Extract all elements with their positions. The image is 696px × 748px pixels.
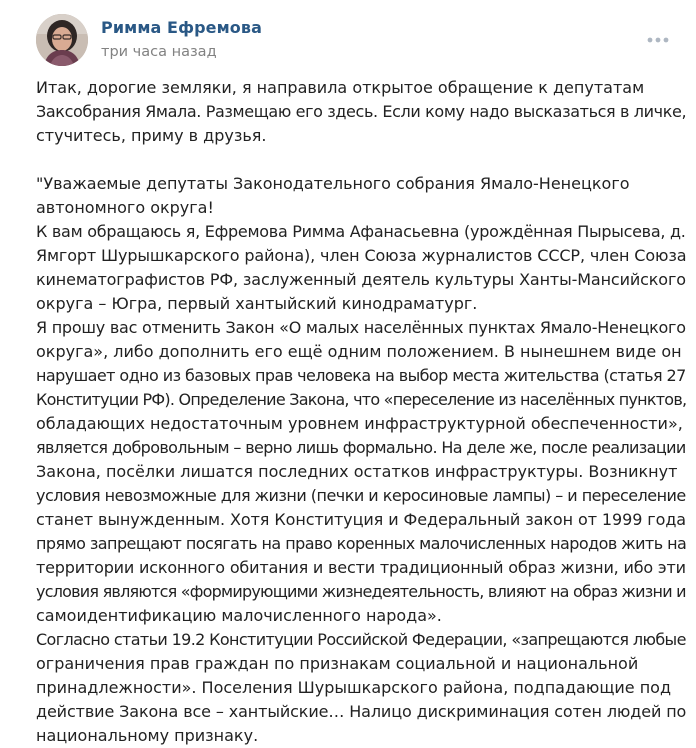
- post-line: кинематографистов РФ, заслуженный деятель культуры Ханты-Мансийского: [36, 270, 686, 289]
- post-line: К вам обращаюсь я, Ефремова Римма Афанасьевна (урождённая Пырысева, д.: [36, 222, 686, 241]
- author-name[interactable]: Римма Ефремова: [101, 18, 262, 37]
- post-line: обладающих недостаточным уровнем инфраструктурной обеспеченности»,: [36, 414, 683, 433]
- post-line: станет вынужденным. Хотя Конституция и Федеральный закон от 1999 года: [36, 510, 687, 529]
- post-line: Заксобрания Ямала. Размещаю его здесь. Если кому надо высказаться в личке,: [36, 102, 687, 121]
- post-line: Согласно статьи 19.2 Конституции Российской Федерации, «запрещаются любые: [36, 630, 686, 649]
- post-text: [36, 76, 686, 748]
- post-line: округа», либо дополнить его ещё одним положением. В нынешнем виде он: [36, 342, 682, 361]
- post-line: прямо запрещают посягать на право коренных малочисленных народов жить на: [36, 534, 687, 553]
- post-line: территории исконного обитания и вести традиционный образ жизни, ибо эти: [36, 558, 686, 577]
- post-header: [0, 0, 696, 76]
- post-line: действие Закона все – хантыйские… Налицо дискриминация сотен людей по: [36, 702, 687, 721]
- post-line: является добровольным – верно лишь формально. На деле же, после реализации: [36, 438, 686, 457]
- post-line: Я прошу вас отменить Закон «О малых населённых пунктах Ямало-Ненецкого: [36, 318, 686, 337]
- user-avatar-photo-icon: [36, 14, 88, 66]
- post-line: Итак, дорогие земляки, я направила открытое обращение к депутатам: [36, 78, 645, 97]
- author-avatar[interactable]: [36, 14, 88, 66]
- post-line: нарушает одно из базовых прав человека на выбор места жительства (статья 27: [36, 366, 686, 385]
- post-line: Закона, посёлки лишатся последних остатков инфраструктуры. Возникнут: [36, 462, 678, 481]
- post-line: Конституции РФ). Определение Закона, что «переселение из населённых пунктов,: [36, 390, 687, 409]
- post-line: условия невозможные для жизни (печки и керосиновые лампы) – и переселение: [36, 486, 686, 505]
- post-line: принадлежности». Поселения Шурышкарского района, подпадающие под: [36, 678, 672, 697]
- more-options-button[interactable]: [646, 33, 670, 47]
- post-line: округа – Югра, первый хантыйский кинодраматург.: [36, 294, 478, 313]
- post-blank-line: [36, 148, 686, 172]
- post-line: "Уважаемые депутаты Законодательного собрания Ямало-Ненецкого: [36, 174, 630, 193]
- post-line: ограничения прав граждан по признакам социальной и национальной: [36, 654, 639, 673]
- post-line: условия являются «формирующими жизнедеятельность, влияют на образ жизни и: [36, 582, 686, 601]
- post-line: автономного округа!: [36, 198, 214, 217]
- post-time[interactable]: три часа назад: [101, 44, 217, 60]
- post-line: национальному признаку.: [36, 726, 259, 745]
- more-dots-icon: [646, 33, 670, 47]
- post-line: Ямгорт Шурышкарского района), член Союза журналистов СССР, член Союза: [36, 246, 687, 265]
- post-line: стучитесь, приму в друзья.: [36, 126, 267, 145]
- post-line: самоидентификацию малочисленного народа».: [36, 606, 442, 625]
